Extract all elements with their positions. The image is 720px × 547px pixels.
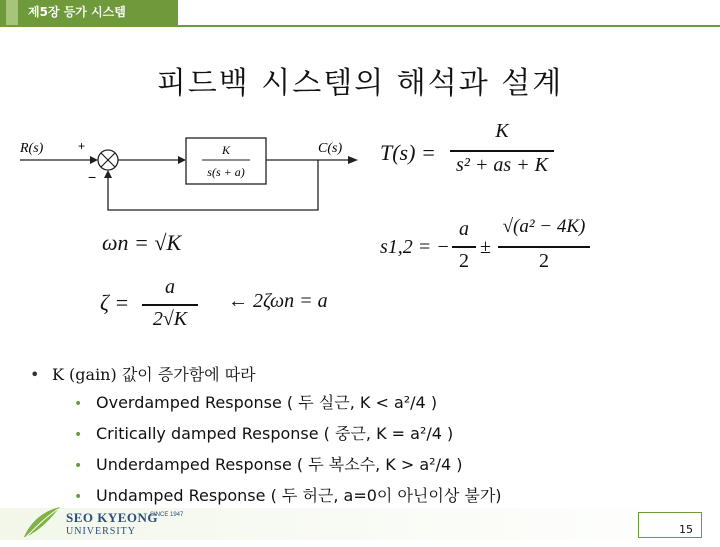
roots-a: a	[459, 218, 469, 240]
roots-two-a: 2	[459, 250, 469, 272]
zeta-lhs: ζ =	[100, 290, 130, 315]
output-arrowhead	[348, 156, 358, 164]
page-number: 15	[638, 512, 702, 538]
main-bullet	[30, 362, 690, 388]
natural-frequency: ωn = √K	[102, 230, 182, 255]
minus-sign: −	[88, 169, 97, 185]
roots-bar-1	[452, 246, 476, 248]
sub-bullet-overdamped	[74, 388, 690, 419]
university-logo	[66, 511, 158, 539]
zeta-fraction-bar	[142, 304, 198, 306]
bullet-dot-icon: •	[74, 489, 83, 505]
plant-denominator: s(s + a)	[207, 165, 245, 179]
plus-sign: +	[78, 139, 86, 153]
transfer-function	[380, 120, 560, 186]
transfer-fraction-bar	[450, 150, 554, 152]
bullet-dot-icon: •	[74, 396, 83, 412]
output-label: C(s)	[318, 141, 343, 156]
main-bullet-text: K (gain) 값이 증가함에 따라	[52, 365, 256, 384]
bullet-dot-icon: •	[30, 365, 40, 384]
feedback-block-diagram	[18, 130, 370, 220]
roots-plus-minus: ±	[480, 236, 491, 258]
sub-bullet-underdamped	[74, 450, 690, 481]
plant-numerator: K	[221, 143, 231, 157]
feedback-arrowhead	[104, 170, 112, 178]
sub-bullet-text: Undamped Response ( 두 허근, a=0이 아닌이상 불가)	[96, 486, 502, 505]
university-sub: UNIVERSITY	[66, 526, 136, 537]
roots-sqrt: √(a² − 4K)	[502, 216, 586, 237]
chapter-tab	[0, 0, 178, 25]
slide-title: 피드백 시스템의 해석과 설계	[156, 66, 564, 101]
since-label: SINCE 1947	[150, 512, 184, 518]
header-rule	[0, 25, 720, 27]
chapter-label: 제5장 등가 시스템	[28, 5, 126, 19]
bullet-list	[30, 362, 690, 512]
roots-bar-2	[498, 246, 590, 248]
university-name: SEO KYEONG	[66, 510, 159, 525]
input-label: R(s)	[20, 141, 44, 156]
sub-bullet-text: Overdamped Response ( 두 실근, K < a²/4 )	[96, 393, 438, 412]
chapter-tab-stripe	[6, 0, 18, 25]
input-arrowhead	[90, 156, 98, 164]
zeta-denominator: 2√K	[152, 308, 188, 330]
error-arrowhead	[178, 156, 186, 164]
roots-two-b: 2	[539, 250, 549, 272]
transfer-denominator: s² + as + K	[456, 154, 548, 176]
leaf-logo-icon	[20, 505, 64, 539]
transfer-lhs: T(s) =	[380, 140, 436, 165]
sub-bullet-text: Critically damped Response ( 중근, K = a²/4 )	[96, 424, 454, 443]
transfer-numerator: K	[495, 120, 509, 142]
bullet-dot-icon: •	[74, 458, 83, 474]
zeta-relation: ← 2ζωn = a	[228, 290, 328, 312]
damping-ratio	[100, 276, 360, 336]
roots-lhs: s1,2 = −	[380, 236, 450, 258]
sub-bullet-text: Underdamped Response ( 두 복소수, K > a²/4 )	[96, 455, 463, 474]
sub-bullet-critically-damped	[74, 419, 690, 450]
roots-formula	[380, 212, 600, 284]
zeta-numerator: a	[165, 276, 175, 298]
bullet-dot-icon: •	[74, 427, 83, 443]
